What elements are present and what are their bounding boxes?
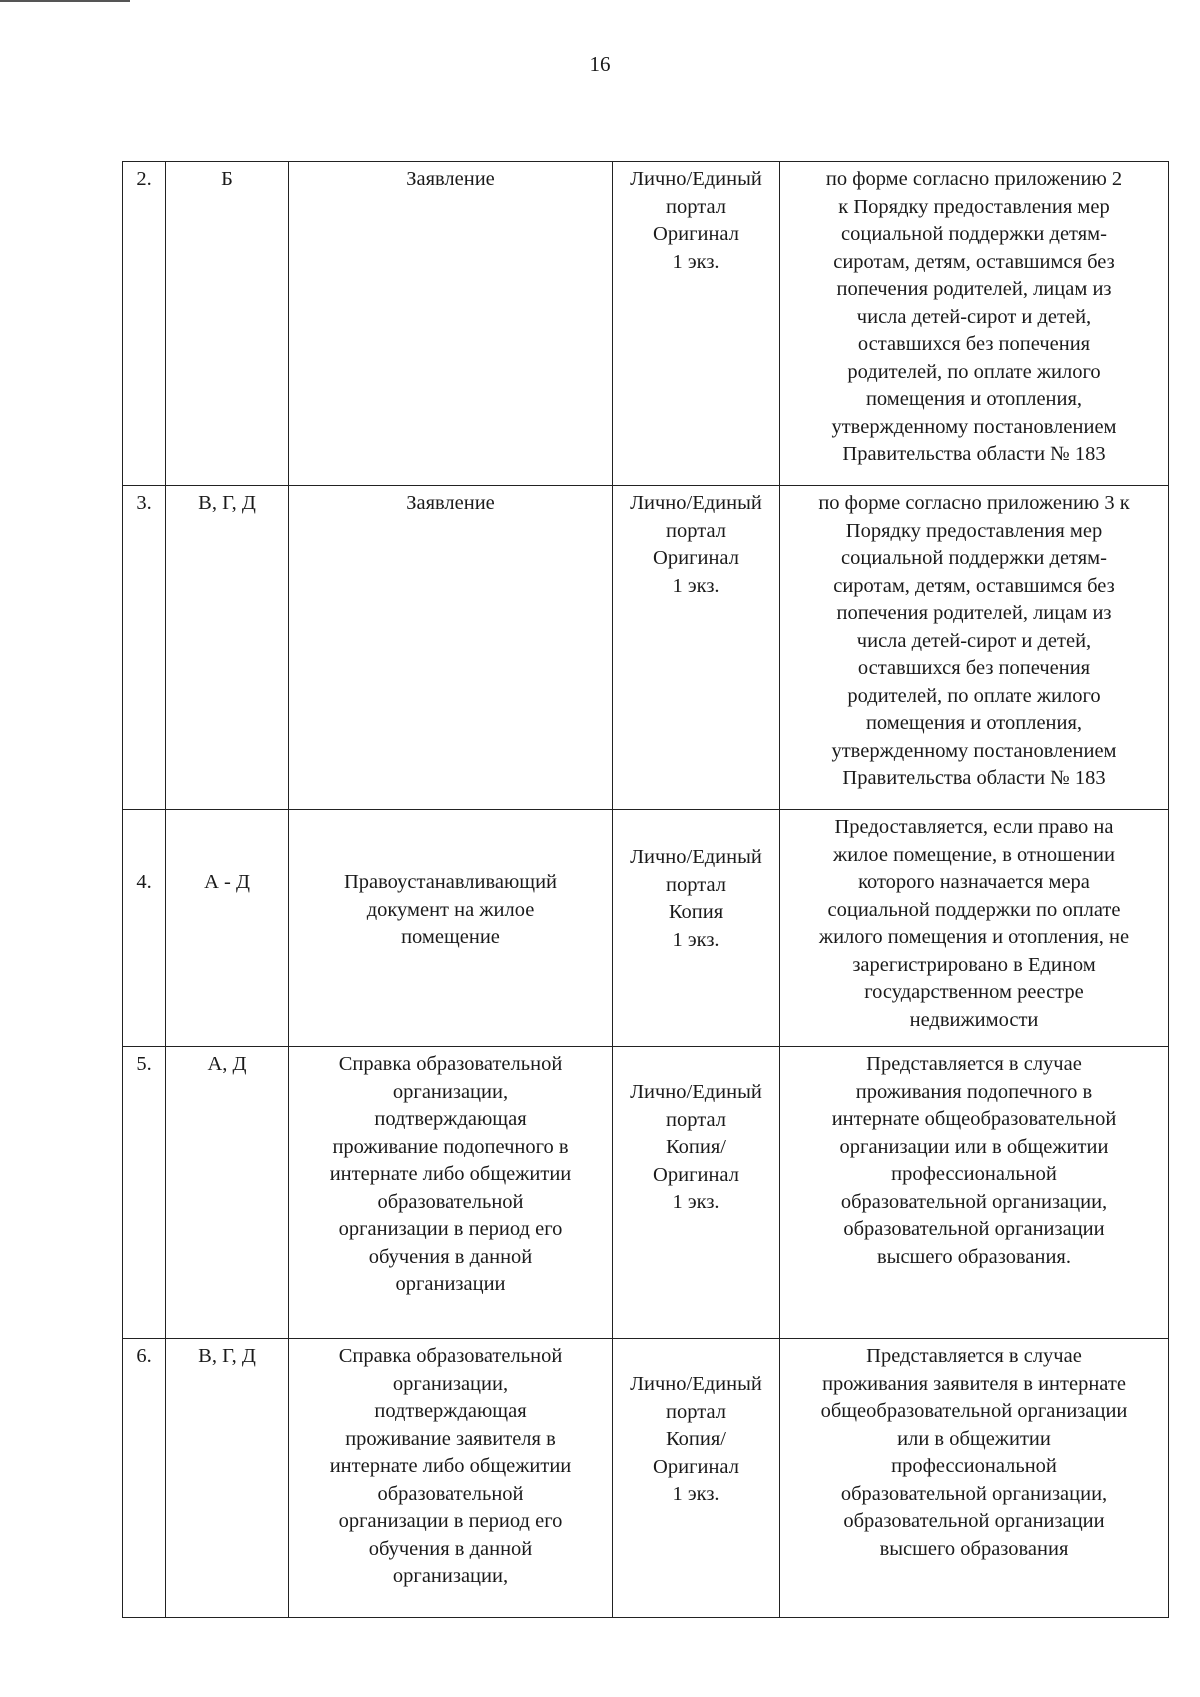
row-number: 2.	[123, 162, 166, 486]
applicant-category: А, Д	[166, 1047, 289, 1339]
applicant-category: В, Г, Д	[166, 1339, 289, 1618]
row-number: 3.	[123, 486, 166, 810]
table-row	[123, 486, 1169, 810]
page-number: 16	[589, 52, 611, 76]
document-note: Представляется в случае проживания заявителя в интернате общеобразовательной организации или в общежитии профессиональной образовательной организации, образовательной организации высшего образования	[780, 1339, 1169, 1618]
applicant-category: В, Г, Д	[166, 486, 289, 810]
documents-table	[122, 161, 1169, 1618]
submission-method: Лично/Единый портал Копия 1 экз.	[613, 810, 780, 1047]
document-name: Справка образовательной организации, подтверждающая проживание подопечного в интернате либо общежитии образовательной организации в период его обучения в данной организации	[289, 1047, 613, 1339]
document-note: по форме согласно приложению 3 к Порядку предоставления мер социальной поддержки детям- сиротам, детям, оставшимся без попечения родителей, лицам из числа детей-сирот и детей, оставшихся без попечения родителей, по оплате жилого помещения и отопления, утвержденному постановлением Правительства области № 183	[780, 486, 1169, 810]
applicant-category: Б	[166, 162, 289, 486]
row-number: 4.	[123, 810, 166, 1047]
document-name: Заявление	[289, 162, 613, 486]
table-row	[123, 810, 1169, 1047]
document-note: Предоставляется, если право на жилое помещение, в отношении которого назначается мера социальной поддержки по оплате жилого помещения и отопления, не зарегистрировано в Едином государственном реестре недвижимости	[780, 810, 1169, 1047]
table-row	[123, 1339, 1169, 1618]
applicant-category: А - Д	[166, 810, 289, 1047]
document-note: Представляется в случае проживания подопечного в интернате общеобразовательной организации или в общежитии профессиональной образовательной организации, образовательной организации высшего образования.	[780, 1047, 1169, 1339]
document-name: Заявление	[289, 486, 613, 810]
table-row	[123, 1047, 1169, 1339]
submission-method: Лично/Единый портал Копия/ Оригинал 1 экз.	[613, 1339, 780, 1618]
table-row	[123, 162, 1169, 486]
corner-scan-mark	[0, 0, 130, 4]
row-number: 6.	[123, 1339, 166, 1618]
submission-method: Лично/Единый портал Оригинал 1 экз.	[613, 162, 780, 486]
row-number: 5.	[123, 1047, 166, 1339]
submission-method: Лично/Единый портал Копия/ Оригинал 1 экз.	[613, 1047, 780, 1339]
submission-method: Лично/Единый портал Оригинал 1 экз.	[613, 486, 780, 810]
document-name: Правоустанавливающий документ на жилое помещение	[289, 810, 613, 1047]
document-name: Справка образовательной организации, подтверждающая проживание заявителя в интернате либо общежитии образовательной организации в период его обучения в данной организации,	[289, 1339, 613, 1618]
document-note: по форме согласно приложению 2 к Порядку предоставления мер социальной поддержки детям- сиротам, детям, оставшимся без попечения родителей, лицам из числа детей-сирот и детей, оставшихся без попечения родителей, по оплате жилого помещения и отопления, утвержденному постановлением Правительства области № 183	[780, 162, 1169, 486]
